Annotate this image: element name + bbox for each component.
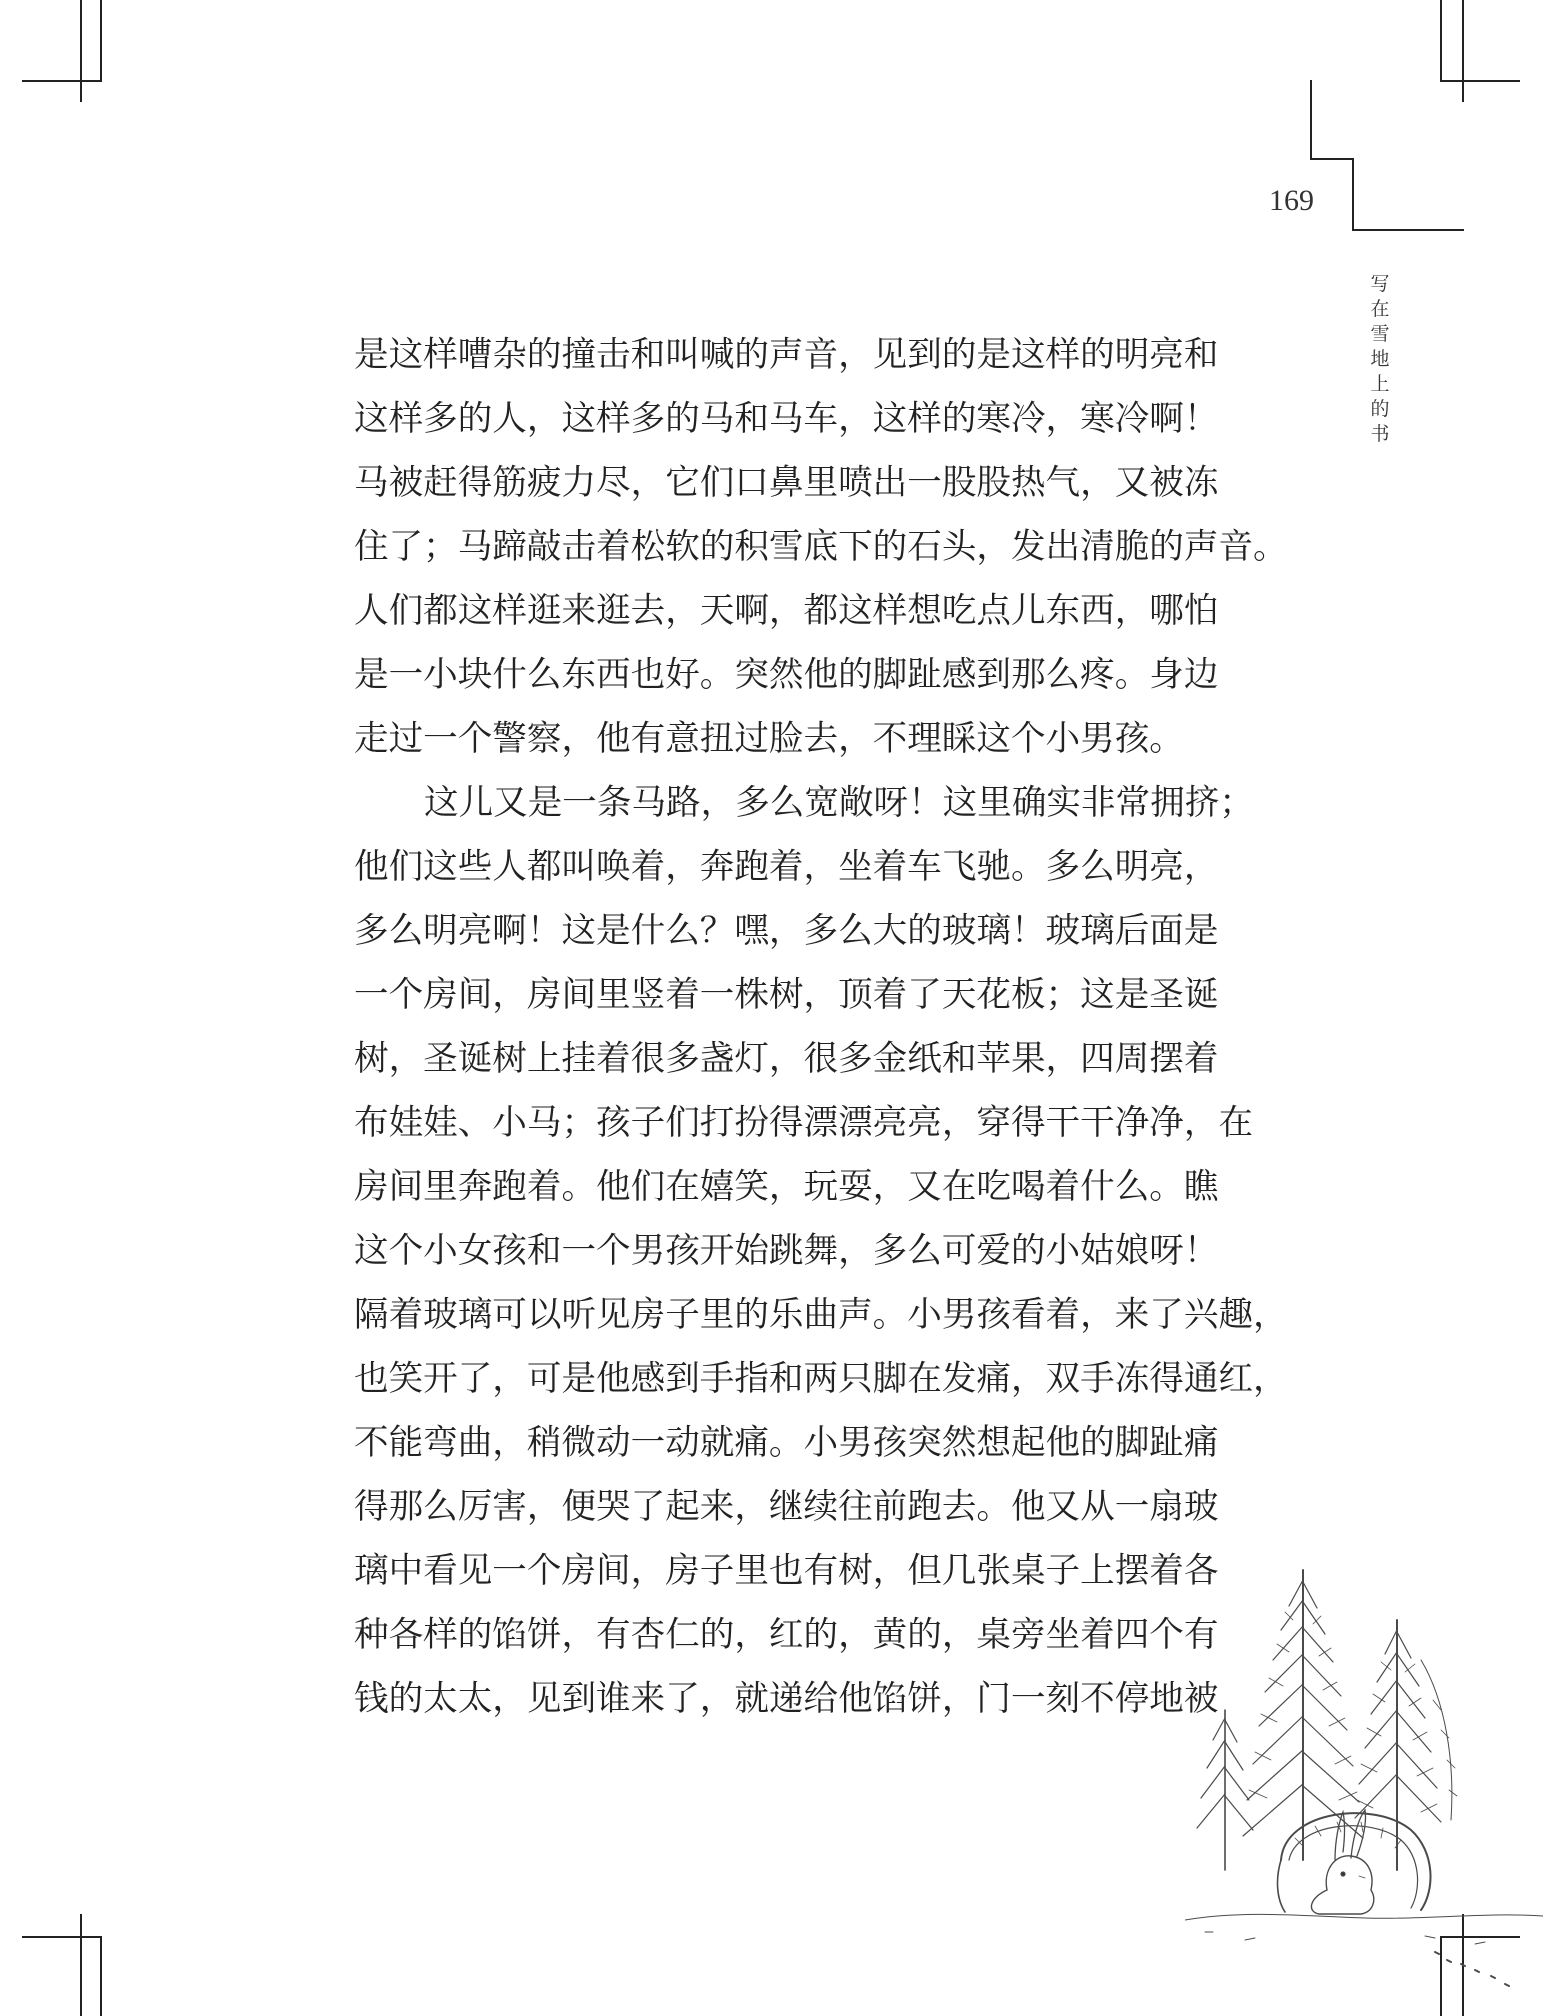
- running-title-char: 书: [1370, 423, 1390, 445]
- running-title-char: 雪: [1370, 323, 1390, 345]
- text-line: 树，圣诞树上挂着很多盏灯，很多金纸和苹果，四周摆着: [354, 1039, 1219, 1079]
- crop-mark: [1462, 0, 1464, 102]
- crop-mark: [100, 1936, 102, 2016]
- text-line: 得那么厉害，便哭了起来，继续往前跑去。他又从一扇玻: [354, 1487, 1219, 1527]
- rabbit-tree-illustration: [1185, 1560, 1543, 2016]
- text-line: 这样多的人，这样多的马和马车，这样的寒冷，寒冷啊！: [354, 399, 1219, 439]
- text-line: 一个房间，房间里竖着一株树，顶着了天花板；这是圣诞: [354, 975, 1219, 1015]
- crop-mark: [80, 1914, 82, 2016]
- text-line: 布娃娃、小马；孩子们打扮得漂漂亮亮，穿得干干净净，在: [354, 1103, 1254, 1143]
- text-line: 不能弯曲，稍微动一动就痛。小男孩突然想起他的脚趾痛: [354, 1423, 1219, 1463]
- text-line: 人们都这样逛来逛去，天啊，都这样想吃点儿东西，哪怕: [354, 591, 1219, 631]
- running-title-char: 上: [1370, 373, 1390, 395]
- text-line: 这儿又是一条马路，多么宽敞呀！这里确实非常拥挤；: [424, 783, 1254, 823]
- crop-mark: [100, 0, 102, 80]
- page-number: 169: [1269, 184, 1314, 217]
- text-line: 这个小女孩和一个男孩开始跳舞，多么可爱的小姑娘呀！: [354, 1231, 1219, 1271]
- body-text: [354, 323, 1288, 1731]
- text-line: 钱的太太，见到谁来了，就递给他馅饼，门一刻不停地被: [354, 1679, 1219, 1719]
- header-rule: [1352, 158, 1354, 230]
- text-line: 房间里奔跑着。他们在嬉笑，玩耍，又在吃喝着什么。瞧: [354, 1167, 1219, 1207]
- text-line: 璃中看见一个房间，房子里也有树，但几张桌子上摆着各: [354, 1551, 1219, 1591]
- text-line: 走过一个警察，他有意扭过脸去，不理睬这个小男孩。: [354, 719, 1184, 759]
- text-line: 隔着玻璃可以听见房子里的乐曲声。小男孩看着，来了兴趣，: [354, 1295, 1288, 1335]
- text-line: 是这样嘈杂的撞击和叫喊的声音，见到的是这样的明亮和: [354, 335, 1219, 375]
- crop-mark: [1440, 0, 1442, 80]
- crop-mark: [22, 80, 102, 82]
- header-rule: [1310, 158, 1352, 160]
- running-title-char: 地: [1370, 348, 1390, 370]
- running-title: [1364, 272, 1396, 447]
- crop-mark: [1440, 80, 1520, 82]
- text-line: 多么明亮啊！这是什么？嘿，多么大的玻璃！玻璃后面是: [354, 911, 1219, 951]
- text-line: 他们这些人都叫唤着，奔跑着，坐着车飞驰。多么明亮，: [354, 847, 1219, 887]
- text-line: 马被赶得筋疲力尽，它们口鼻里喷出一股股热气，又被冻: [354, 463, 1219, 503]
- crop-mark: [22, 1936, 102, 1938]
- running-title-char: 在: [1370, 298, 1390, 320]
- header-rule: [1352, 229, 1464, 231]
- text-line: 是一小块什么东西也好。突然他的脚趾感到那么疼。身边: [354, 655, 1219, 695]
- header-rule: [1310, 80, 1312, 160]
- text-line: 也笑开了，可是他感到手指和两只脚在发痛，双手冻得通红，: [354, 1359, 1288, 1399]
- crop-mark: [80, 0, 82, 102]
- running-title-char: 写: [1370, 273, 1390, 295]
- text-line: 种各样的馅饼，有杏仁的，红的，黄的，桌旁坐着四个有: [354, 1615, 1219, 1655]
- text-line: 住了；马蹄敲击着松软的积雪底下的石头，发出清脆的声音。: [354, 527, 1288, 567]
- running-title-char: 的: [1370, 398, 1390, 420]
